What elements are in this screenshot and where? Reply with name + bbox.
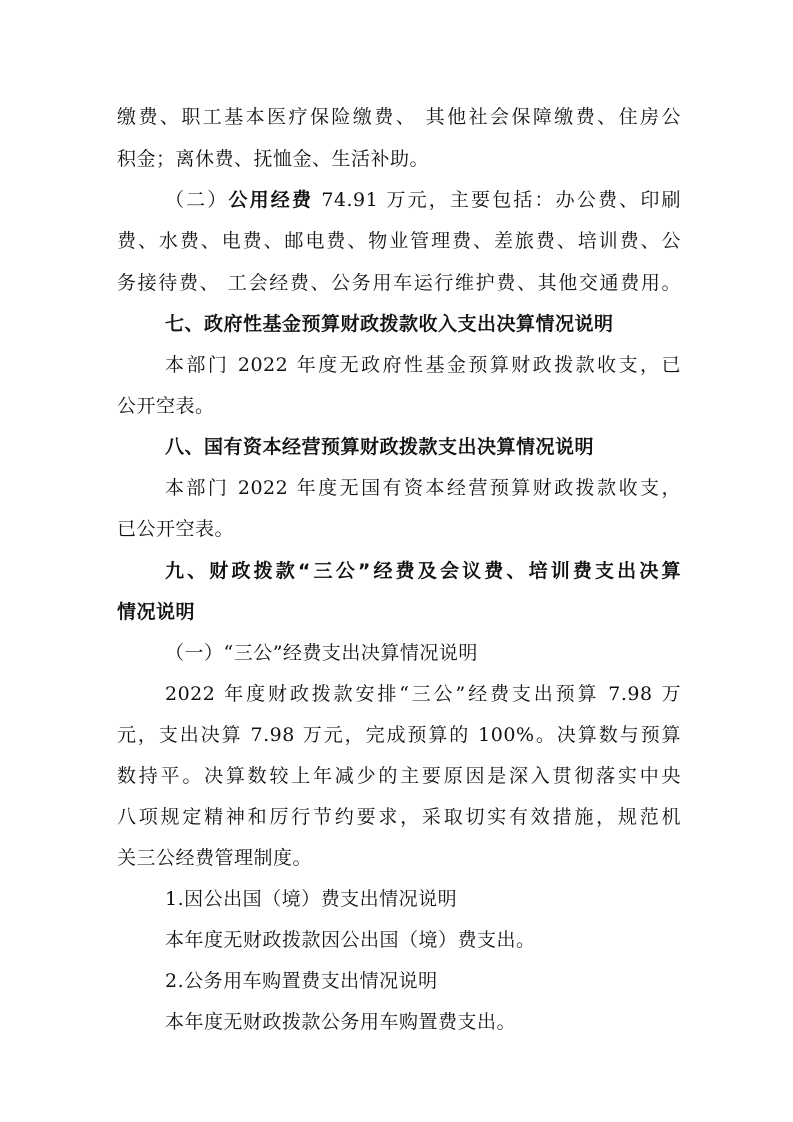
subsection-heading: 1.因公出国（境）费支出情况说明 bbox=[165, 888, 458, 910]
body-line: 费、水费、电费、邮电费、物业管理费、差旅费、培训费、公 bbox=[117, 230, 681, 252]
body-line: 公开空表。 bbox=[117, 395, 215, 417]
public-funds-term: 公用经费 bbox=[228, 189, 314, 211]
public-funds-line bbox=[165, 186, 681, 214]
body-line: 2022 年度财政拨款安排“三公”经费支出预算 7.98 万 bbox=[165, 683, 681, 705]
section-heading-9: 九、财政拨款“三公”经费及会议费、培训费支出决算 bbox=[165, 560, 681, 582]
item-number: （二） bbox=[165, 189, 229, 211]
body-line: 本年度无财政拨款公务用车购置费支出。 bbox=[165, 1011, 517, 1033]
section-heading-7: 七、政府性基金预算财政拨款收入支出决算情况说明 bbox=[165, 313, 614, 335]
body-line: 关三公经费管理制度。 bbox=[117, 847, 313, 869]
body-line: 本部门 2022 年度无国有资本经营预算财政拨款收支， bbox=[165, 477, 681, 499]
body-line: 已公开空表。 bbox=[117, 518, 235, 540]
body-line: 数持平。决算数较上年减少的主要原因是深入贯彻落实中央 bbox=[117, 765, 681, 787]
body-line: 本年度无财政拨款因公出国（境）费支出。 bbox=[165, 929, 536, 951]
section-heading-8: 八、国有资本经营预算财政拨款支出决算情况说明 bbox=[165, 436, 595, 458]
body-line: 务接待费、 工会经费、公务用车运行维护费、其他交通费用。 bbox=[117, 272, 681, 294]
body-line: 积金；离休费、抚恤金、生活补助。 bbox=[117, 148, 430, 170]
section-heading-9-cont: 情况说明 bbox=[117, 601, 196, 623]
body-line: 元，支出决算 7.98 万元，完成预算的 100%。决算数与预算 bbox=[117, 724, 681, 746]
body-line: 八项规定精神和厉行节约要求，采取切实有效措施，规范机 bbox=[117, 806, 681, 828]
body-line: 本部门 2022 年度无政府性基金预算财政拨款收支，已 bbox=[165, 354, 681, 376]
public-funds-text: 74.91 万元，主要包括：办公费、印刷 bbox=[313, 189, 681, 211]
body-line: 缴费、职工基本医疗保险缴费、 其他社会保障缴费、住房公 bbox=[117, 106, 681, 128]
subsection-heading: 2.公务用车购置费支出情况说明 bbox=[165, 970, 438, 992]
subsection-heading: （一）“三公”经费支出决算情况说明 bbox=[165, 642, 478, 664]
